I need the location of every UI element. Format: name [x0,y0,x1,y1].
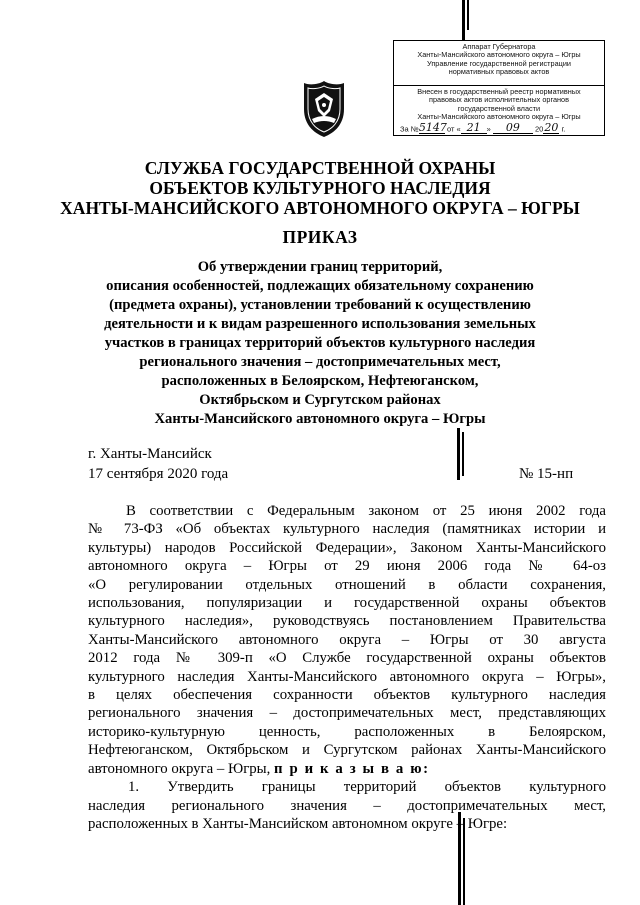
body-line: культурного наследия Ханты-Мансийского автономного округа – Югры», [88,668,606,685]
body-line: регионального значения – достопримечательных мест, представляющих [88,705,606,722]
subject-line: Ханты-Мансийского автономного округа – Югры [154,411,486,427]
body-line: автономного округа – Югры от 29 июня 2006 года № 64-оз [88,558,606,575]
registration-stamp [393,40,605,136]
stamp-year-prefix: 20 [535,124,544,134]
stamp-registry-line: Внесен в государственный реестр нормативных [417,87,581,96]
document-date: 17 сентября 2020 года [88,466,229,482]
subject-line: регионального значения – достопримечательных мест, [139,354,501,370]
order-word: п р и к а з ы в а ю: [274,760,430,777]
body-line: Ханты-Мансийского автономного округа – Югры от 30 августа [88,631,606,648]
organization-line: ХАНТЫ-МАНСИЙСКОГО АВТОНОМНОГО ОКРУГА – ЮГРЫ [60,198,580,218]
document-place: г. Ханты-Мансийск [88,446,212,462]
stamp-header [394,43,604,77]
body-line: № 73-ФЗ «Об объектах культурного наследия (памятниках истории и [88,521,606,538]
document-number: № 15-нп [519,466,574,482]
stamp-month: 09 [493,123,533,134]
body-line-last [88,760,606,778]
document-subject [0,258,640,429]
subject-line: описания особенностей, подлежащих обязательному сохранению [106,278,534,294]
stamp-year-end: г. [561,124,566,134]
document-body [88,502,606,833]
item-1-line: наследия регионального значения – достопримечательных мест, [88,797,606,814]
subject-line: Октябрьском и Сургутском районах [199,392,441,408]
stamp-registry-line: государственной власти [457,103,541,113]
body-line: культуры) народов Российской Федерации», Законом Ханты-Мансийского [88,539,606,556]
subject-line: Об утверждении границ территорий, [197,259,443,275]
stamp-mid: » [486,124,491,134]
subject-line: (предмета охраны), установлении требований к осуществлению [109,297,531,313]
organization-line: СЛУЖБА ГОСУДАРСТВЕННОЙ ОХРАНЫ [144,158,496,178]
body-line: Нефтеюганском, Октябрьском и Сургутском районах Ханты-Мансийского [88,742,606,759]
scan-artifact-top-2 [467,0,469,30]
stamp-reg-number: 5147 [418,121,447,134]
stamp-registry-line: Ханты-Мансийского автономного округа – Югры [417,112,581,122]
body-line: В соответствии с Федеральным законом от 25 июня 2002 года [126,503,606,519]
stamp-divider [394,85,604,86]
stamp-day: 21 [461,123,487,134]
scan-artifact-top [462,0,465,40]
body-line: использования, популяризации и государственной охраны объектов [88,595,606,612]
stamp-from-label: от « [446,124,461,134]
body-line: «О регулировании отдельных отношений в области сохранения, [88,576,606,593]
body-line: в целях обеспечения сохранности объектов культурного наследия [88,687,606,704]
subject-line: участков в границах территорий объектов культурного наследия [104,335,536,351]
organization-name [0,158,640,218]
body-line: культурного наследия», руководствуясь постановлением Правительства [88,613,606,630]
stamp-year-suffix: 20 [544,121,559,134]
body-last-prefix: автономного округа – Югры, [88,760,271,777]
stamp-header-line: Аппарат Губернатора [462,42,536,51]
stamp-registry [394,88,604,122]
subject-line: деятельности и к видам разрешенного использования земельных [104,316,536,332]
coat-of-arms-emblem [300,79,348,139]
stamp-header-line: нормативных правовых актов [448,67,550,77]
subject-line: расположенных в Белоярском, Нефтеюганском, [161,373,479,389]
stamp-header-line: Управление государственной регистрации [427,58,571,68]
scan-artifact-mid [457,428,460,480]
organization-line: ОБЪЕКТОВ КУЛЬТУРНОГО НАСЛЕДИЯ [149,178,491,198]
stamp-num-prefix: За № [400,124,419,134]
stamp-registry-line: правовых актов исполнительных органов [429,95,569,105]
scan-artifact-mid-2 [462,432,464,476]
stamp-number-line [400,123,600,135]
document-type: ПРИКАЗ [282,227,358,247]
item-1-line: 1. Утвердить границы территорий объектов культурного [128,779,606,796]
body-line: историко-культурную ценность, расположенных в Белоярском, [88,723,606,740]
stamp-header-line: Ханты-Мансийского автономного округа – Югры [417,50,581,60]
item-1-line: расположенных в Ханты-Мансийском автономном округе – Югре: [88,815,508,832]
body-line: 2012 года № 309-п «О Службе государственной охраны объектов [88,650,606,667]
